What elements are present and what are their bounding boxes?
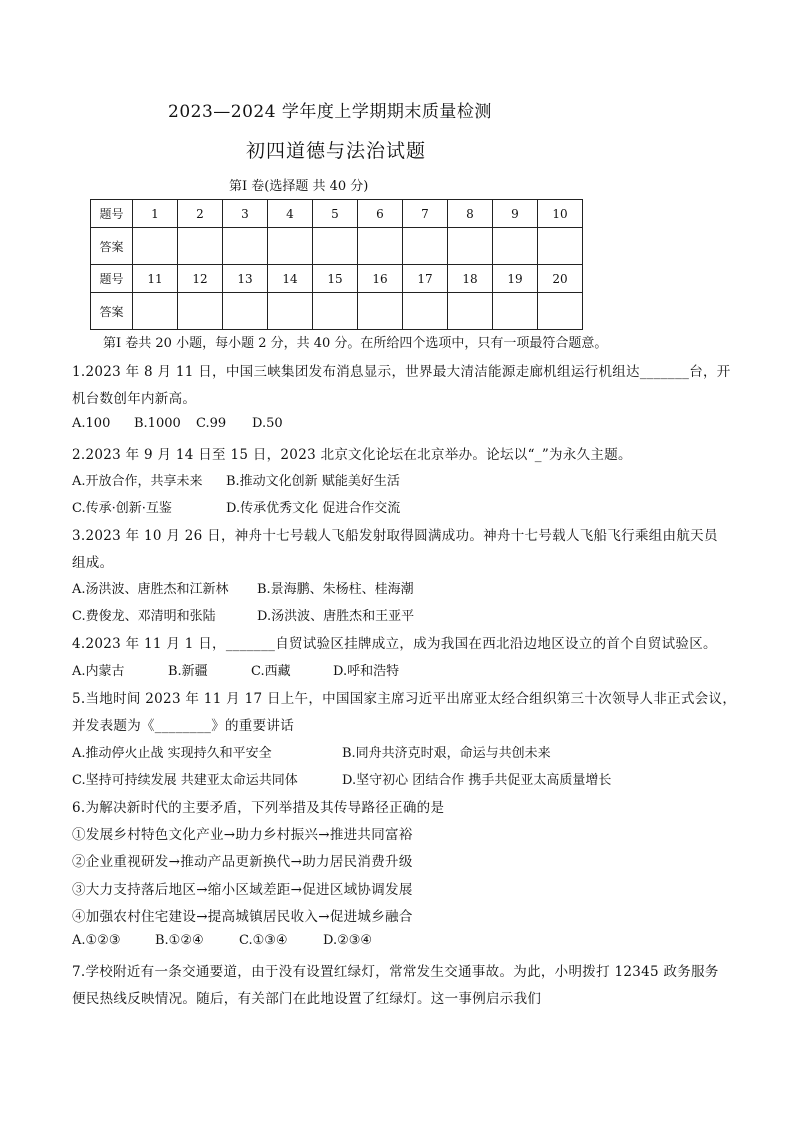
question-number-cell: 1: [133, 200, 178, 228]
option-d[interactable]: D.坚守初心 团结合作 携手共促亚太高质量增长: [342, 773, 612, 788]
question-6-statement-3: ③大力支持落后地区→缩小区域差距→促进区域协调发展: [72, 882, 413, 898]
answer-cell[interactable]: [133, 228, 178, 265]
question-number-cell: 3: [223, 200, 268, 228]
answer-cell[interactable]: [448, 293, 493, 330]
option-c[interactable]: C.①③④: [239, 933, 288, 948]
question-2-options-row2: [72, 497, 400, 516]
option-a[interactable]: A.开放合作，共享未来: [72, 474, 203, 489]
row-label-answer: 答案: [91, 228, 133, 265]
question-number-cell: 20: [538, 265, 583, 293]
row-label-answer: 答案: [91, 293, 133, 330]
answer-cell[interactable]: [448, 228, 493, 265]
option-c[interactable]: C.费俊龙、邓清明和张陆: [72, 609, 216, 624]
option-d[interactable]: D.呼和浩特: [333, 664, 400, 679]
section-heading: 第Ⅰ 卷(选择题 共 40 分): [229, 179, 369, 194]
answer-cell[interactable]: [358, 228, 403, 265]
question-6-stem: 6.为解决新时代的主要矛盾，下列举措及其传导路径正确的是: [72, 800, 445, 816]
question-3-stem-cont: 组成。: [72, 555, 114, 571]
question-4-options: [72, 660, 399, 679]
question-3-options-row1: [72, 578, 414, 597]
question-number-cell: 10: [538, 200, 583, 228]
question-7-stem-cont: 便民热线反映情况。随后，有关部门在此地设置了红绿灯。这一事例启示我们: [72, 991, 542, 1007]
question-6-options: [72, 933, 372, 948]
answer-table: [90, 199, 583, 330]
question-2-stem: 2.2023 年 9 月 14 日至 15 日，2023 北京文化论坛在北京举办。论坛以“_”为永久主题。: [72, 447, 632, 463]
question-number-cell: 8: [448, 200, 493, 228]
question-number-cell: 19: [493, 265, 538, 293]
answer-cell[interactable]: [538, 228, 583, 265]
answer-cell[interactable]: [493, 293, 538, 330]
option-c[interactable]: C.传承·创新·互鉴: [72, 501, 172, 516]
question-6-statement-4: ④加强农村住宅建设→提高城镇居民收入→促进城乡融合: [72, 909, 413, 925]
answer-cell[interactable]: [268, 293, 313, 330]
question-1-options: [72, 416, 283, 431]
option-b[interactable]: B.新疆: [168, 664, 208, 679]
option-c[interactable]: C.西藏: [251, 664, 291, 679]
answer-cell[interactable]: [133, 293, 178, 330]
question-number-cell: 13: [223, 265, 268, 293]
question-number-cell: 6: [358, 200, 403, 228]
question-3-options-row2: [72, 605, 414, 624]
answer-cell[interactable]: [358, 293, 403, 330]
answer-row-2: [91, 293, 583, 330]
answer-cell[interactable]: [538, 293, 583, 330]
option-d[interactable]: D.传承优秀文化 促进合作交流: [226, 501, 401, 516]
option-a[interactable]: A.①②③: [72, 933, 121, 948]
answer-cell[interactable]: [403, 228, 448, 265]
question-7-stem: 7.学校附近有一条交通要道，由于没有设置红绿灯，常常发生交通事故。为此，小明拨打 12345 政务服务: [72, 964, 719, 980]
answer-row-1: [91, 228, 583, 265]
question-number-cell: 5: [313, 200, 358, 228]
question-number-cell: 4: [268, 200, 313, 228]
answer-cell[interactable]: [223, 228, 268, 265]
answer-cell[interactable]: [223, 293, 268, 330]
option-a[interactable]: A.推动停火止战 实现持久和平安全: [72, 746, 272, 761]
question-6-statement-1: ①发展乡村特色文化产业→助力乡村振兴→推进共同富裕: [72, 827, 413, 843]
option-d[interactable]: D.汤洪波、唐胜杰和王亚平: [257, 609, 415, 624]
question-5-stem: 5.当地时间 2023 年 11 月 17 日上午，中国国家主席习近平出席亚太经合组织第三十次领导人非正式会议，: [72, 691, 737, 707]
question-5-options-row1: [72, 742, 551, 761]
question-number-cell: 9: [493, 200, 538, 228]
option-a[interactable]: A.汤洪波、唐胜杰和江新林: [72, 582, 229, 597]
option-c[interactable]: C.坚持可持续发展 共建亚太命运共同体: [72, 773, 298, 788]
answer-cell[interactable]: [178, 293, 223, 330]
question-number-cell: 15: [313, 265, 358, 293]
section-instructions: 第Ⅰ 卷共 20 小题，每小题 2 分，共 40 分。在所给四个选项中，只有一项最符合题意。: [103, 336, 608, 351]
question-number-cell: 14: [268, 265, 313, 293]
question-3-stem: 3.2023 年 10 月 26 日，神舟十七号载人飞船发射取得圆满成功。神舟十七号载人飞船飞行乘组由航天员: [72, 528, 718, 544]
question-2-options-row1: [72, 470, 400, 489]
answer-cell[interactable]: [313, 228, 358, 265]
question-number-cell: 16: [358, 265, 403, 293]
question-number-cell: 17: [403, 265, 448, 293]
option-a[interactable]: A.内蒙古: [72, 664, 125, 679]
question-number-cell: 11: [133, 265, 178, 293]
number-row-1: [91, 200, 583, 228]
question-6-statement-2: ②企业重视研发→推动产品更新换代→助力居民消费升级: [72, 854, 413, 870]
option-d[interactable]: D.50: [252, 416, 283, 431]
option-b[interactable]: B.1000: [134, 416, 181, 431]
question-number-cell: 18: [448, 265, 493, 293]
question-5-stem-cont: 并发表题为《________》的重要讲话: [72, 718, 294, 734]
option-a[interactable]: A.100: [72, 416, 111, 431]
question-1-stem-cont: 机台数创年内新高。: [72, 391, 197, 407]
number-row-2: [91, 265, 583, 293]
question-number-cell: 7: [403, 200, 448, 228]
exam-title: 2023—2024 学年度上学期期末质量检测: [168, 102, 492, 122]
row-label-number: 题号: [91, 265, 133, 293]
option-b[interactable]: B.同舟共济克时艰，命运与共创未来: [342, 746, 551, 761]
answer-cell[interactable]: [313, 293, 358, 330]
question-5-options-row2: [72, 769, 611, 788]
option-c[interactable]: C.99: [196, 416, 227, 431]
option-b[interactable]: B.①②④: [155, 933, 204, 948]
exam-subtitle: 初四道德与法治试题: [246, 140, 427, 162]
option-d[interactable]: D.②③④: [323, 933, 373, 948]
question-number-cell: 12: [178, 265, 223, 293]
question-1-stem: 1.2023 年 8 月 11 日，中国三峡集团发布消息显示，世界最大清洁能源走廊机组运行机组达_______台，开: [72, 364, 731, 380]
answer-cell[interactable]: [268, 228, 313, 265]
answer-cell[interactable]: [178, 228, 223, 265]
option-b[interactable]: B.推动文化创新 赋能美好生活: [226, 474, 400, 489]
answer-cell[interactable]: [493, 228, 538, 265]
option-b[interactable]: B.景海鹏、朱杨柱、桂海潮: [257, 582, 414, 597]
question-number-cell: 2: [178, 200, 223, 228]
question-4-stem: 4.2023 年 11 月 1 日，_______自贸试验区挂牌成立，成为我国在西北沿边地区设立的首个自贸试验区。: [72, 636, 717, 652]
row-label-number: 题号: [91, 200, 133, 228]
answer-cell[interactable]: [403, 293, 448, 330]
